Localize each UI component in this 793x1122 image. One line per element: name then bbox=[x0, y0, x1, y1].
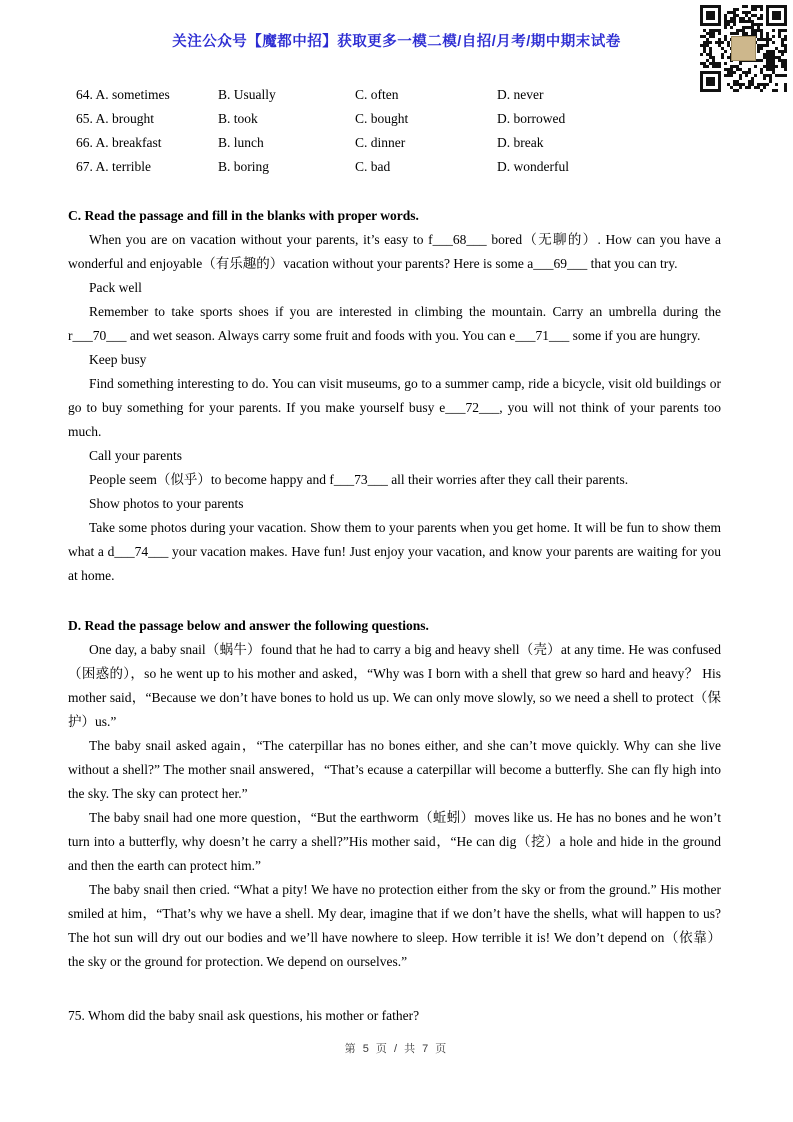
section-c-subheading: Pack well bbox=[89, 280, 142, 295]
option-cell: C. dinner bbox=[355, 135, 406, 150]
option-cell: C. bad bbox=[355, 159, 391, 174]
option-cell: 67. A. terrible bbox=[76, 159, 151, 174]
option-cell: 64. A. sometimes bbox=[76, 87, 170, 102]
option-cell: C. often bbox=[355, 87, 399, 102]
option-cell: B. took bbox=[218, 111, 258, 126]
option-cell: C. bought bbox=[355, 111, 409, 126]
promo-header-text: 关注公众号【魔都中招】获取更多一模二模/自招/月考/期中期末试卷 bbox=[172, 34, 621, 50]
section-c-paragraph: When you are on vacation without your parents, it’s easy to f___68___ bored（无聊的）. How can you have a wonderful and enjoyable（有乐趣的）vacation without your parents? Here is some a___69___ that you can try. bbox=[68, 232, 721, 271]
section-d-paragraph: The baby snail had one more question，“But the earthworm（蚯蚓）moves like us. He has no bones and he won’t turn into a butterfly, why doesn’t he carry a shell?”His mother said，“He can dig（挖）a hole and hide in the ground and then the earth can protect him.” bbox=[68, 810, 721, 873]
section-c-paragraph: Find something interesting to do. You can visit museums, go to a summer camp, ride a bicycle, visit old buildings or go to buy something for your parents. If you make yourself busy e___72___, you will not think of your parents too much. bbox=[68, 376, 721, 439]
section-c-paragraph: People seem（似乎）to become happy and f___73___ all their worries after they call their parents. bbox=[89, 472, 629, 487]
option-cell: 65. A. brought bbox=[76, 111, 155, 126]
section-d-paragraph: The baby snail then cried. “What a pity! We have no protection either from the sky or from the ground.” His mother smiled at him，“That’s why we have a shell. My dear, imagine that if we don’t have the shells, what will happen to us? The hot sun will dry out our bodies and we’ll have nowhere to sleep. How terrible it is! We don’t depend on（依靠）the sky or the ground for protection. We depend on ourselves.” bbox=[68, 882, 721, 969]
page-content bbox=[68, 83, 721, 1028]
option-cell: 66. A. breakfast bbox=[76, 135, 162, 150]
section-c-subheading: Keep busy bbox=[89, 352, 147, 367]
section-c-heading: C. Read the passage and fill in the blanks with proper words. bbox=[68, 208, 419, 223]
option-cell: B. boring bbox=[218, 159, 270, 174]
section-c-subheading: Call your parents bbox=[89, 448, 182, 463]
option-cell: B. Usually bbox=[218, 87, 276, 102]
section-d-heading: D. Read the passage below and answer the following questions. bbox=[68, 618, 429, 633]
option-cell: B. lunch bbox=[218, 135, 264, 150]
option-cell: D. never bbox=[497, 87, 544, 102]
option-row bbox=[68, 155, 721, 179]
options-table bbox=[68, 83, 721, 179]
qr-code bbox=[700, 5, 788, 93]
section-d-paragraph: The baby snail asked again，“The caterpillar has no bones either, and she can’t move quickly. Why can she live without a shell?” The mother snail answered，“That’s ecause a caterpillar will become a butterfly. She can fly high into the sky. The sky can protect her.” bbox=[68, 738, 721, 801]
section-c-paragraph: Take some photos during your vacation. Show them to your parents when you get home. It will be fun to show them what a d___74___ your vacation makes. Have fun! Just enjoy your vacation, and know your parents are waiting for you at home. bbox=[68, 520, 721, 583]
option-row bbox=[68, 107, 721, 131]
option-row bbox=[68, 131, 721, 155]
option-cell: D. wonderful bbox=[497, 159, 569, 174]
option-cell: D. borrowed bbox=[497, 111, 566, 126]
section-c-subheading: Show photos to your parents bbox=[89, 496, 244, 511]
page-number-footer: 第 5 页 / 共 7 页 bbox=[344, 1043, 449, 1055]
qr-code-graphic bbox=[700, 5, 788, 93]
option-row bbox=[68, 83, 721, 107]
question-75: 75. Whom did the baby snail ask questions, his mother or father? bbox=[68, 1008, 420, 1023]
option-cell: D. break bbox=[497, 135, 544, 150]
section-d-paragraph: One day, a baby snail（蜗牛）found that he had to carry a big and heavy shell（壳）at any time. He was confused（困惑的），so he went up to his mother and asked，“Why was I born with a shell that grew so hard and heavy？ His mother said，“Because we don’t have bones to hold us up. We can only move slowly, so we need a shell to protect（保护）us.” bbox=[68, 642, 721, 729]
section-c-paragraph: Remember to take sports shoes if you are interested in climbing the mountain. Carry an umbrella during the r___70___ and wet season. Always carry some fruit and foods with you. You can e___71___ some if you are hungry. bbox=[68, 304, 721, 343]
